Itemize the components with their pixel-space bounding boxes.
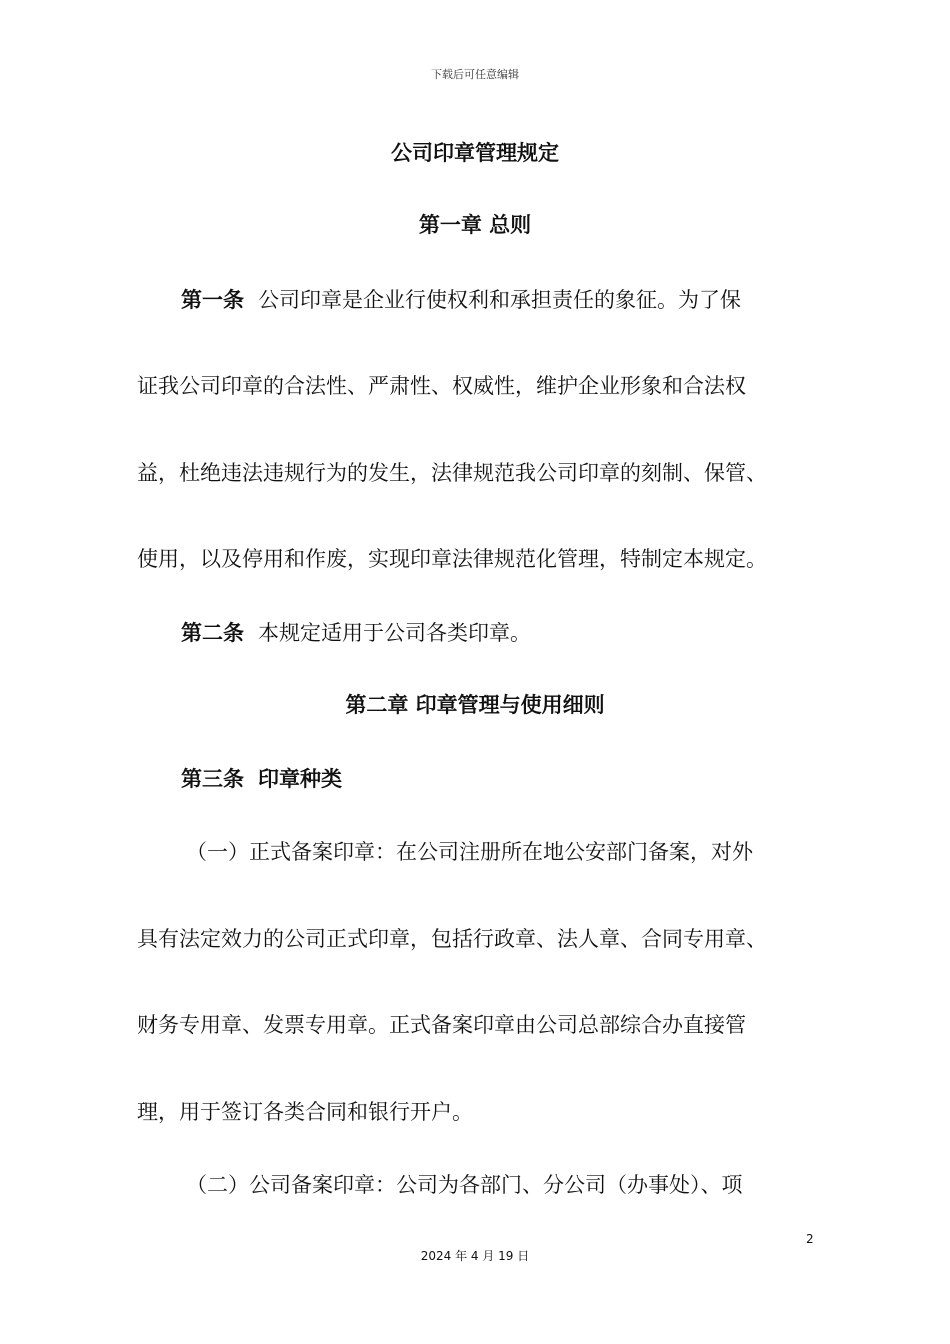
item-2-line-1: （二）公司备案印章：公司为各部门、分公司（办事处）、项: [186, 1173, 743, 1197]
article-3: [181, 763, 841, 793]
article-2: [181, 617, 841, 647]
article-1-label: 第一条: [181, 288, 244, 312]
footer-date: 2024 年 4 月 19 日: [420, 1249, 530, 1263]
item-1-line-3: 财务专用章、发票专用章。正式备案印章由公司总部综合办直接管: [137, 1013, 746, 1037]
article-1-line-4: 使用，以及停用和作废，实现印章法律规范化管理，特制定本规定。: [137, 547, 767, 571]
article-1-text: 公司印章是企业行使权利和承担责任的象征。为了保: [258, 288, 741, 312]
item-1-line-2: 具有法定效力的公司正式印章，包括行政章、法人章、合同专用章、: [137, 927, 767, 951]
item-1-line-4: 理，用于签订各类合同和银行开户。: [137, 1100, 473, 1124]
article-3-label: 第三条: [181, 767, 244, 791]
page-number: 2: [806, 1232, 814, 1246]
item-1-line-1: （一）正式备案印章：在公司注册所在地公安部门备案，对外: [186, 840, 753, 864]
article-2-text: 本规定适用于公司各类印章。: [258, 621, 531, 645]
document-title: 公司印章管理规定: [391, 141, 559, 165]
chapter-2-title: 第二章 印章管理与使用细则: [345, 693, 605, 717]
article-1-line-1: [181, 284, 841, 314]
chapter-1-title: 第一章 总则: [418, 213, 532, 237]
article-1-line-2: 证我公司印章的合法性、严肃性、权威性，维护企业形象和合法权: [137, 374, 746, 398]
article-2-label: 第二条: [181, 621, 244, 645]
article-3-text: 印章种类: [258, 767, 342, 791]
article-1-line-3: 益，杜绝违法违规行为的发生，法律规范我公司印章的刻制、保管、: [137, 461, 767, 485]
header-note: 下载后可任意编辑: [431, 68, 519, 81]
